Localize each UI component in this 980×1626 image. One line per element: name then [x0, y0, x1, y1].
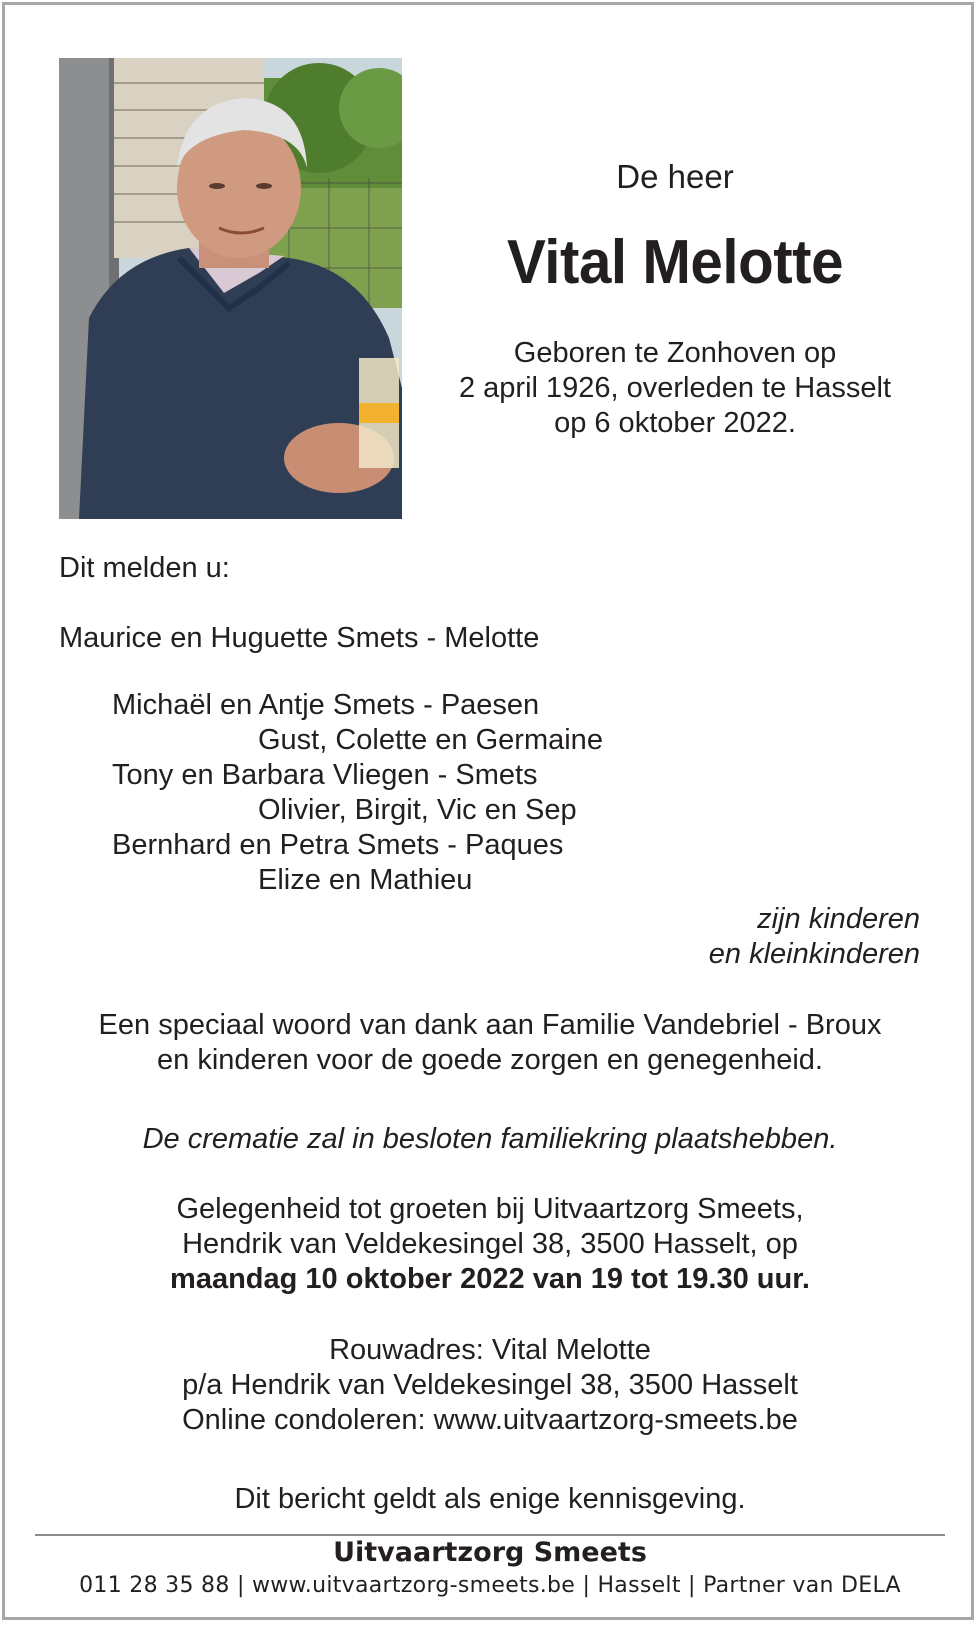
birth-death-info [420, 336, 930, 441]
salutation: De heer [616, 158, 734, 195]
birth-line: 2 april 1926, overleden te Hasselt [458, 372, 892, 404]
great-grandchildren: Olivier, Birgit, Vic en Sep [258, 794, 577, 826]
visitation-line: Gelegenheid tot groeten bij Uitvaartzorg Smeets, [176, 1193, 804, 1225]
deceased-name: Vital Melotte [506, 228, 844, 297]
funeral-home-contact: 011 28 35 88 | www.uitvaartzorg-smeets.be | Hasselt | Partner van DELA [79, 1573, 901, 1598]
great-grandchildren: Elize en Mathieu [258, 864, 473, 896]
child-name: Maurice en Huguette Smets - Melotte [59, 622, 540, 654]
family-role [709, 902, 920, 972]
cremation-note: De crematie zal in besloten familiekring plaatshebben. [142, 1123, 838, 1155]
thanks-line: en kinderen voor de goede zorgen en genegenheid. [157, 1044, 823, 1076]
address-line: Rouwadres: Vital Melotte [329, 1334, 651, 1366]
thanks-line: Een speciaal woord van dank aan Familie Vandebriel - Broux [98, 1009, 882, 1041]
portrait-photo [59, 58, 402, 519]
birth-line: op 6 oktober 2022. [554, 407, 796, 439]
announcement-intro: Dit melden u: [59, 552, 230, 584]
notice-text: Dit bericht geldt als enige kennisgeving. [234, 1483, 746, 1515]
funeral-home-name: Uitvaartzorg Smeets [333, 1537, 647, 1568]
great-grandchildren: Gust, Colette en Germaine [258, 724, 603, 756]
role-line: en kleinkinderen [708, 938, 920, 970]
visitation-date: maandag 10 oktober 2022 van 19 tot 19.30 uur. [170, 1263, 810, 1295]
grandchild-couple: Tony en Barbara Vliegen - Smets [112, 759, 538, 791]
birth-line: Geboren te Zonhoven op [513, 337, 837, 369]
condolence-link[interactable]: Online condoleren: www.uitvaartzorg-smeets.be [182, 1404, 798, 1436]
visitation-line: Hendrik van Veldekesingel 38, 3500 Hasselt, op [182, 1228, 798, 1260]
footer-divider [35, 1534, 945, 1536]
grandchild-couple: Michaël en Antje Smets - Paesen [112, 689, 540, 721]
mourning-address [0, 1333, 980, 1438]
role-line: zijn kinderen [757, 903, 920, 935]
address-line: p/a Hendrik van Veldekesingel 38, 3500 Hasselt [182, 1369, 798, 1401]
grandchild-couple: Bernhard en Petra Smets - Paques [112, 829, 564, 861]
visitation-info [0, 1192, 980, 1297]
thanks-message [0, 1008, 980, 1078]
